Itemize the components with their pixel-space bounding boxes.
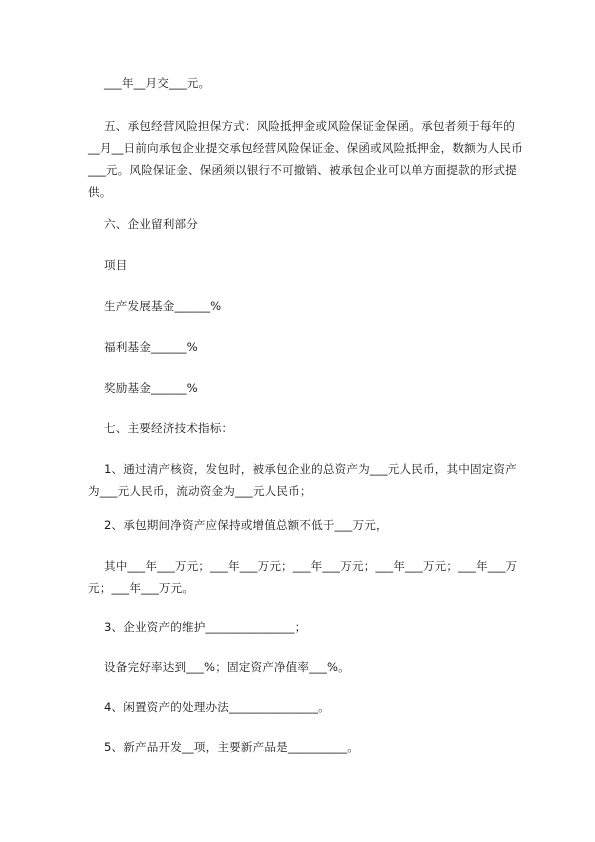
para-2: 2、承包期间净资产应保持或增值总额不低于___万元， <box>104 518 388 532</box>
section-5-line-2: __月__日前向承包企业提交承包经营风险保证金、保函或风险抵押金，数额为人民币 <box>88 141 523 155</box>
section-7-title: 七、主要经济技术指标： <box>104 421 234 435</box>
para-6: 4、闲置资产的处理办法_______________。 <box>104 700 330 714</box>
section-5-line-4: 供。 <box>88 185 112 199</box>
item-production-fund: 生产发展基金______% <box>104 299 222 313</box>
section-6-title: 六、企业留利部分 <box>104 217 198 231</box>
para-4: 3、企业资产的维护_______________； <box>104 620 307 634</box>
para-7: 5、新产品开发__项，主要新产品是__________。 <box>104 740 360 754</box>
item-welfare-fund: 福利基金______% <box>104 340 198 354</box>
para-5: 设备完好率达到___%；固定资产净值率___%。 <box>104 660 350 674</box>
para-3-line-2: 元；___年___万元。 <box>88 581 195 595</box>
payment-line: ___年__月交___元。 <box>104 76 211 90</box>
section-5-line-1: 五、承包经营风险担保方式：风险抵押金或风险保证金保函。承包者须于每年的 <box>104 119 516 133</box>
para-3-line-1: 其中___年___万元；___年___万元；___年___万元；___年___万元；___年___万 <box>104 559 518 573</box>
section-5-line-3: ___元。风险保证金、保函须以银行不可撤销、被承包企业可以单方面提款的形式提 <box>88 163 517 177</box>
item-bonus-fund: 奖励基金______% <box>104 381 198 395</box>
para-1-line-2: 为___元人民币，流动资金为___元人民币； <box>88 484 312 498</box>
para-1-line-1: 1、通过清产核资，发包时，被承包企业的总资产为___元人民币，其中固定资产 <box>104 462 517 476</box>
item-header: 项目 <box>104 258 128 272</box>
